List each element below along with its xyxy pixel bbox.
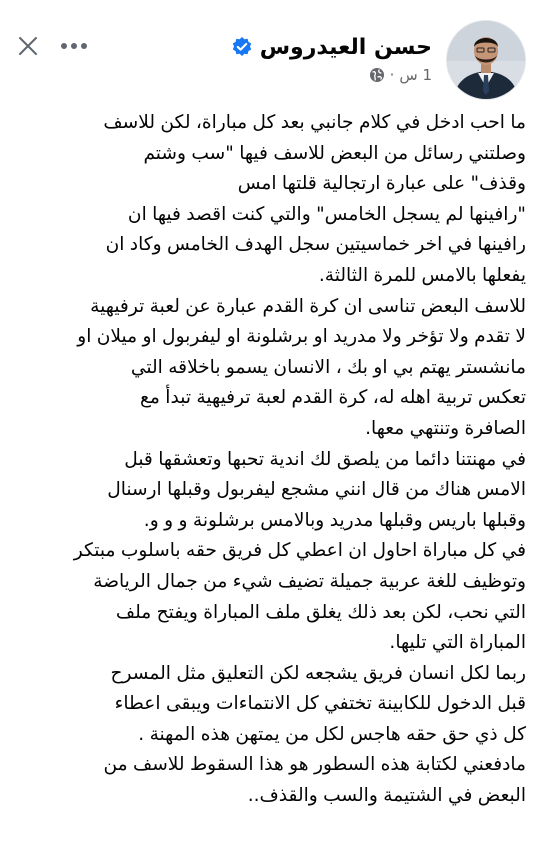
author-name[interactable]: حسن العيدروس (259, 34, 432, 60)
meta-separator: · (389, 66, 395, 84)
more-options-icon (59, 42, 89, 50)
avatar-photo (447, 21, 525, 99)
post-text-line: التي نحب، لكن بعد ذلك يغلق ملف المباراة ويفتح ملف (115, 601, 526, 623)
post-text-line: وتوظيف للغة عربية جميلة تضيف شيء من جمال الرياضة (93, 570, 526, 592)
post-text (10, 108, 526, 812)
verified-badge-icon (231, 36, 253, 58)
post-timestamp[interactable]: 1 س (399, 66, 432, 84)
post-text-line: مانشستر يهتم بي او بك ، الانسان يسمو باخلاقه التي (130, 356, 526, 378)
globe-icon[interactable] (369, 67, 385, 83)
close-icon (18, 36, 38, 56)
post-text-line: لا تقدم ولا تؤخر ولا مدريد او برشلونة او ليفربول او ميلان او (77, 326, 526, 348)
post-text-line: ما احب ادخل في كلام جانبي بعد كل مباراة، لكن للاسف (103, 112, 526, 133)
post-text-line: قبل الدخول للكابينة تختفي كل الانتماءات ويبقى اعطاء (114, 693, 526, 715)
author-name-row (231, 30, 432, 64)
post-text-line: وقذف" على عبارة ارتجالية قلتها امس (237, 173, 526, 195)
post-text-line: وقبلها باريس وقبلها مدريد وبالامس برشلونة و و و. (143, 509, 526, 531)
post-text-line: وصلتني رسائل من البعض للاسف فيها "سب وشتم (143, 142, 526, 164)
post-text-line: رافينها في اخر خماسيتين سجل الهدف الخامس وكاد ان (105, 234, 526, 256)
more-options-button[interactable] (54, 30, 94, 62)
post-text-line: في كل مباراة احاول ان اعطي كل فريق حقه باسلوب مبتكر (73, 540, 526, 562)
post-meta (369, 64, 432, 86)
post-text-line: يفعلها بالامس للمرة الثالثة. (318, 264, 526, 286)
close-button[interactable] (10, 28, 46, 64)
post-text-line: "رافينها لم يسجل الخامس" والتي كنت اقصد فيها ان (127, 203, 526, 225)
post-text-line: الصافرة وتنتهي معها. (365, 417, 526, 439)
post-text-line: الامس هناك من قال انني مشجع ليفربول وقبلها ارسنال (107, 479, 526, 501)
post-text-line: مادفعني لكتابة هذه السطور هو هذا السقوط للاسف من (103, 754, 526, 776)
post-text-line: للاسف البعض تناسى ان كرة القدم عبارة عن لعبة ترفيهية (90, 295, 526, 317)
post-text-line: ربما لكل انسان فريق يشجعه لكن التعليق مثل المسرح (110, 662, 526, 684)
post-text-line: كل ذي حق حقه هاجس لكل من يمتهن هذه المهنة . (138, 723, 526, 745)
post-text-line: تعكس تربية اهله له، كرة القدم لعبة ترفيهية تبدأ مع (140, 387, 526, 409)
post-text-line: المباراة التي تليها. (389, 632, 526, 654)
author-avatar[interactable] (446, 20, 526, 100)
post-text-line: في مهنتنا دائما من يلصق لك اندية تحبها وتعشقها قبل (124, 448, 526, 470)
post-text-line: البعض في الشتيمة والسب والقذف.. (247, 785, 526, 807)
post-header (0, 0, 536, 100)
